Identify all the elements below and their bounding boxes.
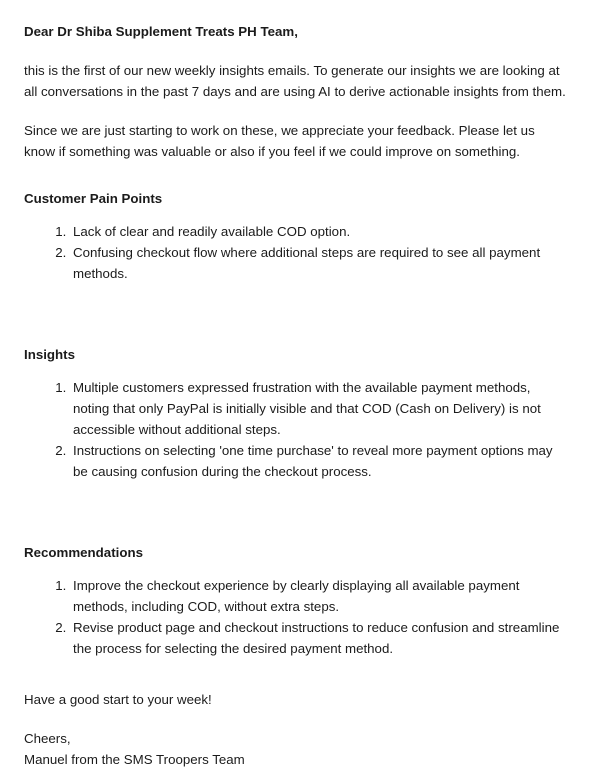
list-item: 1. Improve the checkout experience by clearly displaying all available payment methods, including COD, without extra steps.	[70, 575, 566, 617]
email-feedback-paragraph: Since we are just starting to work on these, we appreciate your feedback. Please let us know if something was valuable or also if you feel if we could improve on something.	[24, 123, 535, 159]
list-item: 2. Confusing checkout flow where additional steps are required to see all payment methods.	[70, 242, 566, 284]
section-spacer	[24, 482, 566, 516]
section-heading-customer-pain-points: Customer Pain Points	[24, 191, 163, 206]
section-heading-recommendations: Recommendations	[24, 545, 143, 560]
customer-pain-points-list	[24, 209, 566, 284]
recommendations-list	[24, 563, 566, 659]
email-closing-line: Have a good start to your week!	[24, 692, 212, 707]
section-spacer	[24, 284, 566, 318]
email-signature-block	[24, 710, 566, 770]
list-item: 1. Lack of clear and readily available COD option.	[70, 221, 566, 242]
email-salutation: Dear Dr Shiba Supplement Treats PH Team,	[24, 24, 298, 39]
list-item: 2. Revise product page and checkout instructions to reduce confusion and streamline the process for selecting the desired payment method.	[70, 617, 566, 659]
section-heading-insights: Insights	[24, 347, 75, 362]
list-item: 1. Multiple customers expressed frustration with the available payment methods, noting that only PayPal is initially visible and that COD (Cash on Delivery) is not accessible without additional steps.	[70, 377, 566, 440]
insights-list	[24, 365, 566, 482]
email-signature-name: Manuel from the SMS Troopers Team	[24, 752, 245, 767]
email-signoff: Cheers,	[24, 731, 71, 746]
list-item: 2. Instructions on selecting 'one time purchase' to reveal more payment options may be causing confusion during the checkout process.	[70, 440, 566, 482]
email-intro-paragraph: this is the first of our new weekly insights emails. To generate our insights we are looking at all conversations in the past 7 days and are using AI to derive actionable insights from them.	[24, 63, 566, 99]
